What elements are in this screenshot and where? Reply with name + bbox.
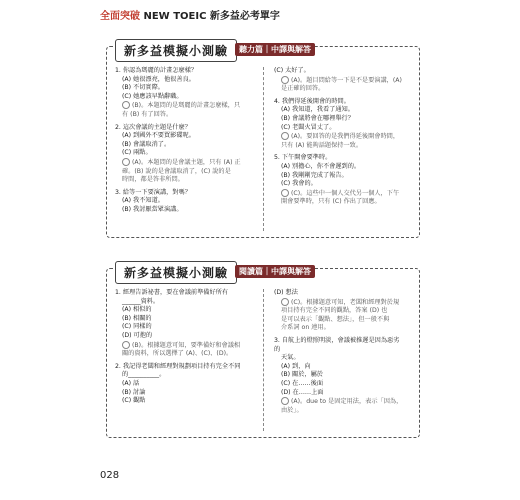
explanation-text: 確。(B) 說的是會議取消了，(C) 說的是 [122,167,231,175]
answer-option: (A) 我知道，我看了通知。 [281,106,354,114]
explanation-text: 介系詞 on 連用。 [281,324,330,332]
answer-option: (B) 會議將會在哪裡舉行？ [281,114,354,122]
answer-option: (C) 在……後面 [281,379,324,387]
question [115,189,255,215]
explanation-text: (A)。本題問的是會議主題，只有 (A) 正 [132,158,241,166]
answer-option: (A) 別擔心，你不會遲到的。 [281,162,361,170]
answer-option: (D) 可抱的 [122,331,153,339]
answer-icon [281,298,289,306]
book-header [100,7,280,22]
explanation-text: (A)。題目問給等一下是不是要演講，(A) [291,76,402,84]
explanation-line [115,168,255,177]
explanation-line [274,76,403,86]
header-red: 全面突破 [100,11,140,22]
explanation-line [274,407,403,416]
answer-option: (B) 不切實際。 [122,84,164,92]
answer-option: (A) 到，向 [281,362,311,370]
explanation-text: (A)。要回答的是我們得延後開會時間， [291,133,400,141]
answer-option: (B) 我剛剛完成了報告。 [281,171,348,179]
answer-option: (B) 關於，屬於 [281,371,323,379]
explanation-text: (B)。根據題意可知，要準備好和會議相 [132,341,241,349]
answer-option: (D) 在……上面 [281,388,324,396]
explanation-line [274,397,403,407]
answer-option: (C) 我會的。 [281,180,317,188]
columns [115,289,411,431]
answer-option: 的__________。 [122,371,166,379]
question [274,289,403,333]
explanation-line [115,158,255,168]
explanation-text: 時間，都是答非所問。 [122,176,184,184]
question [115,289,255,359]
answer-option: (B) 相關的 [122,314,152,322]
explanation-text: (C)。這些中一個人交代另一個人，下午 [291,189,400,197]
answer-icon [281,132,289,140]
question-stem: (C) 太好了。 [274,67,310,74]
explanation-line [274,198,403,207]
explanation-line [274,307,403,316]
answer-icon [122,101,130,109]
question [274,154,403,207]
explanation-text: 只有 (A) 能夠話題保持一致。 [281,141,363,149]
explanation-text: (B)。本題問的是瑪麗的計畫怎麼樣，只 [132,102,241,110]
question-stem: (D) 想法 [274,289,298,296]
explanation-line [115,350,255,359]
question-stem: 1. 你認為瑪麗的計畫怎麼樣？ [115,67,198,74]
question-stem: 2. 我記得老闆和經理對規劃項目持有完全不同 [115,362,241,370]
question [115,124,255,185]
answer-icon [281,189,289,197]
right-column [263,289,411,431]
right-column [263,67,411,231]
explanation-line [274,142,403,151]
explanation-text: 有 (B) 有了回答。 [122,110,173,118]
explanation-text: 由於」。 [281,406,303,414]
answer-option: ______資料。 [122,297,160,305]
explanation-line [274,189,403,199]
explanation-text: 是可以表示「觀點、想法」，但一般不與 [281,315,390,323]
question-stem: 5. 下午開會要準時。 [274,154,332,162]
columns [115,67,411,231]
explanation-line [115,341,255,351]
answer-option: (A) 到國外不要買影碟呢。 [122,132,195,140]
left-column [115,67,263,231]
question-stem: 3. 自航上的燈照明淡，會議被推遲是因為惡劣的 [274,336,400,353]
section-tag: 閱讀篇｜中譯與解答 [235,265,315,278]
answer-option: (C) 兩點。 [122,149,152,157]
answer-option: (C) 觀點 [122,397,146,405]
answer-option: (C) 她應該早點辭職。 [122,92,183,100]
question [274,98,403,151]
answer-option: (C) 老闆火冒丈了。 [281,123,336,131]
answer-icon [122,341,130,349]
answer-icon [122,158,130,166]
header-title: NEW TOEIC 新多益必考單字 [143,11,280,22]
explanation-text: 開會要準時，只有 (C) 作出了回應。 [281,198,381,206]
quiz-title: 新多益模擬小測驗 [115,39,237,62]
explanation-line [115,111,255,120]
answer-option: (B) 會議取消了。 [122,140,171,148]
answer-option: (B) 我討厭當眾演講。 [122,205,183,213]
question-stem: 4. 我們得延後開會的時間。 [274,97,350,105]
explanation-line [274,85,403,94]
titlebar [115,261,237,284]
question-stem: 2. 這次會議的主題是什麼？ [115,123,191,131]
explanation-text: (A)。due to 是固定用法，表示「因為， [291,398,403,406]
question-stem: 3. 給等一下要演講，對嗎？ [115,188,191,196]
explanation-text: (C)。根據題意可知，老闆和經理對於規 [291,298,400,306]
quiz-box-reading [106,268,420,438]
answer-option: (A) 我不知道。 [122,197,164,205]
question [115,363,255,406]
answer-option: (B) 討論 [122,388,146,396]
answer-option: 天氣。 [281,354,300,362]
answer-icon [281,397,289,405]
question [274,337,403,415]
question [274,67,403,94]
titlebar [115,39,237,62]
explanation-text: 項目持有完全不同的觀點，答案 (D) 也 [281,307,388,315]
question-stem: 1. 經理告訴祕書，要在會議前準備好所有 [115,289,229,296]
explanation-text: 關的資料，所以選擇了 (A)、(C)、(D)。 [122,350,233,358]
page-number: 028 [100,470,120,481]
explanation-line [115,101,255,111]
answer-option: (A) 相似的 [122,306,152,314]
explanation-line [274,298,403,308]
question [115,67,255,120]
answer-option: (A) 她很漂亮，他很善良。 [122,75,195,83]
answer-option: (A) 話 [122,379,140,387]
quiz-box-listening [106,46,420,238]
explanation-line [274,132,403,142]
answer-icon [281,76,289,84]
left-column [115,289,263,431]
explanation-text: 是正確的回答。 [281,85,325,93]
quiz-title: 新多益模擬小測驗 [115,261,237,284]
explanation-line [115,176,255,185]
explanation-line [274,324,403,333]
section-tag: 聽力篇｜中譯與解答 [235,43,315,56]
answer-option: (C) 同樣的 [122,323,152,331]
